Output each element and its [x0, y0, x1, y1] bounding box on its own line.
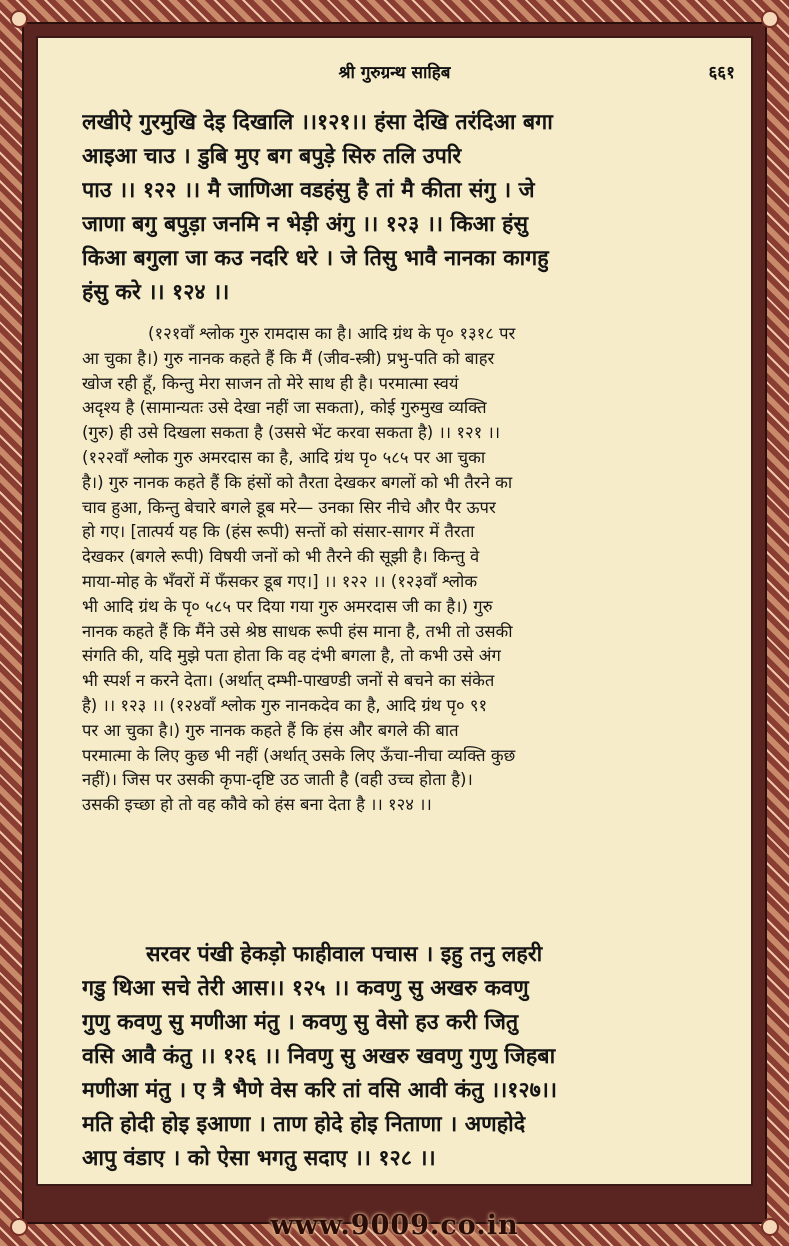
corner-ornament-icon: [10, 10, 28, 28]
page-paper: [36, 36, 753, 1186]
commentary-line: है) ।। १२३ ।। (१२४वाँ श्लोक गुरु नानकदेव का है, आदि ग्रंथ पृ० ९१: [82, 695, 488, 715]
verse-line: सरवर पंखी हेकड़ो फाहीवाल पचास । इहु तनु लहरी: [146, 942, 543, 967]
verse-line: गुणु कवणु सु मणीआ मंतु । कवणु सु वेसो हउ करी जितु: [82, 1010, 519, 1035]
commentary-line: माया-मोह के भँवरों में फँसकर डूब गए।] ।। १२२ ।। (१२३वाँ श्लोक: [82, 571, 478, 591]
verse-line: हंसु करे ।। १२४ ।।: [82, 280, 230, 305]
verse-line: पाउ ।। १२२ ।। मै जाणिआ वडहंसु है तां मै कीता संगु । जे: [82, 178, 535, 203]
verse-line: मति होदी होइ इआणा । ताण होदे होइ निताणा । अणहोदे: [82, 1112, 526, 1137]
commentary-line: खोज रही हूँ, किन्तु मेरा साजन तो मेरे साथ ही है। परमात्मा स्वयं: [82, 373, 459, 393]
commentary-line: पर आ चुका है।) गुरु नानक कहते हैं कि हंस और बगले की बात: [82, 720, 459, 740]
commentary-line: संगति की, यदि मुझे पता होता कि वह दंभी बगला है, तो कभी उसे अंग: [82, 646, 501, 666]
commentary-line: नानक कहते हैं कि मैंने उसे श्रेष्ठ साधक रूपी हंस माना है, तभी तो उसकी: [82, 621, 513, 641]
verse-line: मणीआ मंतु । ए त्रै भैणे वेस करि तां वसि आवी कंतु ।।१२७।।: [82, 1078, 558, 1103]
page-number: ६६१: [708, 63, 735, 83]
corner-ornament-icon: [761, 10, 779, 28]
verse-line: किआ बगुला जा कउ नदरि धरे । जे तिसु भावै नानका कागहु: [82, 246, 549, 271]
commentary-line: परमात्मा के लिए कुछ भी नहीं (अर्थात् उसके लिए ऊँचा-नीचा व्यक्ति कुछ: [82, 745, 516, 765]
commentary-line: (१२२वाँ श्लोक गुरु अमरदास का है, आदि ग्रंथ पृ० ५८५ पर आ चुका: [82, 447, 486, 467]
verse-line: आइआ चाउ । डुबि मुए बग बपुड़े सिरु तलि उपरि: [82, 144, 462, 169]
commentary-line: है।) गुरु नानक कहते हैं कि हंसों को तैरता देखकर बगलों को भी तैरने का: [82, 472, 513, 492]
commentary-line: हो गए। [तात्पर्य यह कि (हंस रूपी) सन्तों को संसार-सागर में तैरता: [82, 522, 475, 542]
commentary-line: उसकी इच्छा हो तो वह कौवे को हंस बना देता है ।। १२४ ।।: [82, 795, 432, 815]
commentary-line: चाव हुआ, किन्तु बेचारे बगले डूब मरे— उनका सिर नीचे और पैर ऊपर: [82, 497, 496, 517]
verse-line: गडु थिआ सचे तेरी आस।। १२५ ।। कवणु सु अखरु कवणु: [82, 976, 529, 1001]
commentary-line: (१२१वाँ श्लोक गुरु रामदास का है। आदि ग्रंथ के पृ० १३१८ पर: [148, 324, 516, 343]
commentary-line: भी स्पर्श न करने देता। (अर्थात् दम्भी-पाखण्डी जनों से बचने का संकेत: [82, 671, 495, 691]
website-footer: www.9009.co.in: [270, 1210, 519, 1241]
commentary-line: नहीं)। जिस पर उसकी कृपा-दृष्टि उठ जाती है (वही उच्च होता है)।: [82, 770, 473, 790]
verse-line: जाणा बगु बपुड़ा जनमि न भेड़ी अंगु ।। १२३ ।। किआ हंसु: [82, 212, 529, 237]
commentary-line: देखकर (बगले रूपी) विषयी जनों को भी तैरने की सूझी है। किन्तु वे: [82, 547, 480, 567]
verse-block-2: [82, 938, 764, 1176]
verse-line: आपु वंडाए । को ऐसा भगतु सदाए ।। १२८ ।।: [82, 1146, 436, 1171]
verse-line: लखीऐ गुरमुखि देइ दिखालि ।।१२१।। हंसा देखि तरंदिआ बगा: [82, 110, 553, 135]
commentary-line: अदृश्य है (सामान्यतः उसे देखा नहीं जा सकता), कोई गुरुमुख व्यक्ति: [82, 398, 487, 418]
page-header: [38, 60, 751, 90]
verse-block-1: [82, 106, 764, 310]
verse-line: वसि आवै कंतु ।। १२६ ।। निवणु सु अखरु खवणु गुणु जिहबा: [82, 1044, 556, 1069]
commentary-block: [82, 322, 764, 818]
commentary-line: भी आदि ग्रंथ के पृ० ५८५ पर दिया गया गुरु अमरदास जी का है।) गुरु: [82, 596, 493, 616]
commentary-line: आ चुका है।) गुरु नानक कहते हैं कि मैं (जीव-स्त्री) प्रभु-पति को बाहर: [82, 348, 495, 368]
commentary-line: (गुरु) ही उसे दिखला सकता है (उससे भेंट करवा सकता है) ।। १२१ ।।: [82, 423, 501, 443]
book-title: श्री गुरुग्रन्थ साहिब: [338, 63, 451, 83]
